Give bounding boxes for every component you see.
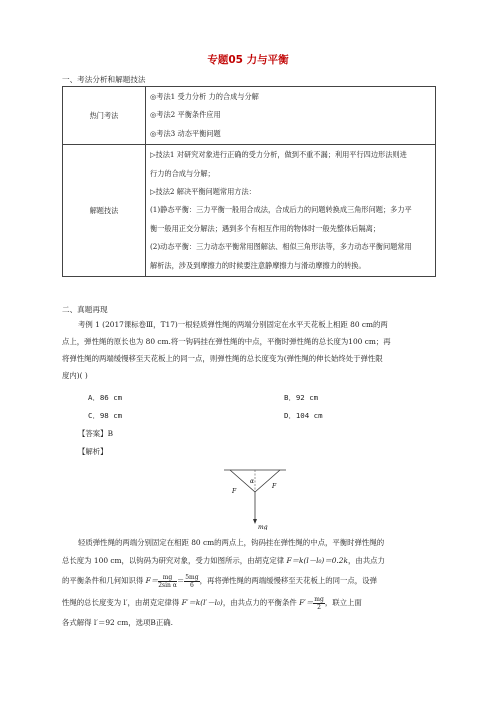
fraction-1: $\frac{mg}{\text{2sin α}}$ <box>158 573 177 589</box>
alpha-label: α <box>250 478 255 485</box>
table-row <box>63 87 436 145</box>
option-d: D．104 cm <box>284 411 323 420</box>
list-item: (2)动态平衡：三力动态平衡常用图解法、相似三角形法等，多力动态平衡问题常用 <box>150 242 412 252</box>
rope-right <box>255 470 280 492</box>
solution-text-segment: 性绳的总长度变为 l′，由胡克定律得 <box>62 598 182 607</box>
question-line: 将弹性绳的两端缓慢移至天花板上的同一点，则弹性绳的总长度变为(弹性绳的伸长始终处于弹性限 <box>62 354 383 363</box>
fraction-2: $\frac{5mg}{6}$ <box>185 573 199 589</box>
solution-text <box>62 534 436 632</box>
fraction-3: $\frac{mg}{2}$ <box>314 595 324 611</box>
question-line: 考例 1 (2017课标卷Ⅲ，T17)一根轻质弹性绳的两端分别固定在水平天花板上相距 80 cm的两 <box>78 320 388 329</box>
analysis-label: 【解析】 <box>78 447 108 456</box>
list-item: ◎考法1 受力分析 力的合成与分解 <box>150 92 259 101</box>
list-item: ▷技法1 对研究对象进行正确的受力分析，做到不重不漏；利用平行四边形法则进 <box>150 150 407 160</box>
list-item: 解析法，涉及到摩擦力的时候要注意静摩擦力与滑动摩擦力的转换。 <box>150 260 366 270</box>
question-line: 度内)( ) <box>62 371 88 380</box>
table-row <box>63 145 436 277</box>
solution-line: 轻质弹性绳的两端分别固定在相距 80 cm的两点上，钩码挂在弹性绳的中点，平衡时弹性绳的 <box>78 538 385 547</box>
doc-title: 专题05 力与平衡 <box>207 54 289 66</box>
list-item: ◎考法2 平衡条件应用 <box>150 110 221 120</box>
weight-arrowhead <box>253 519 257 524</box>
solution-text-segment: 总长度为 100 cm，以钩码为研究对象，受力如图所示，由胡克定律 <box>62 556 287 565</box>
solution-line <box>62 592 436 614</box>
solution-text-segment: ，再将弹性绳的两端缓慢移至天花板上的同一点，设弹 <box>199 576 377 585</box>
list-item: 行力的合成与分解； <box>150 168 215 178</box>
solution-text-segment: ，由共点力 <box>347 556 385 565</box>
list-item: ▷技法2 解决平衡问题常用方法： <box>150 186 256 196</box>
list-item: ◎考法3 动态平衡问题 <box>150 128 221 138</box>
formula-f: F＝ <box>145 576 159 585</box>
solution-line <box>62 570 436 592</box>
row-head-hot: 热门考法 <box>63 87 146 145</box>
method-table <box>62 86 436 277</box>
option-b: B．92 cm <box>284 393 319 402</box>
solution-text-segment: ，由共点力的平衡条件 <box>222 598 300 607</box>
solution-line <box>62 552 436 570</box>
section-heading-1: 一、考法分析和解题技法 <box>62 75 146 84</box>
equals-sign: ＝ <box>176 576 185 585</box>
formula-hooke-2: F′＝k(l′－l₀) <box>181 598 223 607</box>
row-content-hot <box>146 87 436 145</box>
force-label-right: F <box>272 483 277 490</box>
list-item: 衡一般用正交分解法；遇到多个有相互作用的物体时一般先整体后隔离； <box>150 223 381 233</box>
section-heading-2: 二、真题再现 <box>62 305 108 314</box>
row-content-skills <box>146 145 436 277</box>
solution-text-segment: 的平衡条件和几何知识得 <box>62 576 146 585</box>
solution-text-segment: ，联立上面 <box>324 598 362 607</box>
list-item: (1)静态平衡：三力平衡一般用合成法，合成后力的问题转换成三角形问题；多力平 <box>150 205 412 215</box>
example-question <box>62 316 436 384</box>
option-a: A．86 cm <box>88 393 123 402</box>
answer-label: 【答案】B <box>78 429 113 438</box>
row-head-skills: 解题技法 <box>63 145 146 277</box>
force-label-left: F <box>232 488 237 495</box>
weight-label: mg <box>258 524 268 530</box>
question-line: 点上，弹性绳的原长也为 80 cm.将一钩码挂在弹性绳的中点，平衡时弹性绳的总长度为100 cm；再 <box>62 337 391 346</box>
solution-line: 各式解得 l′＝92 cm，选项B正确. <box>62 618 173 627</box>
option-c: C．98 cm <box>88 411 123 420</box>
formula-f-prime: F′＝ <box>299 598 314 607</box>
force-diagram <box>220 466 290 530</box>
formula-hooke: F＝k(l－l₀)＝0.2k <box>286 556 348 565</box>
